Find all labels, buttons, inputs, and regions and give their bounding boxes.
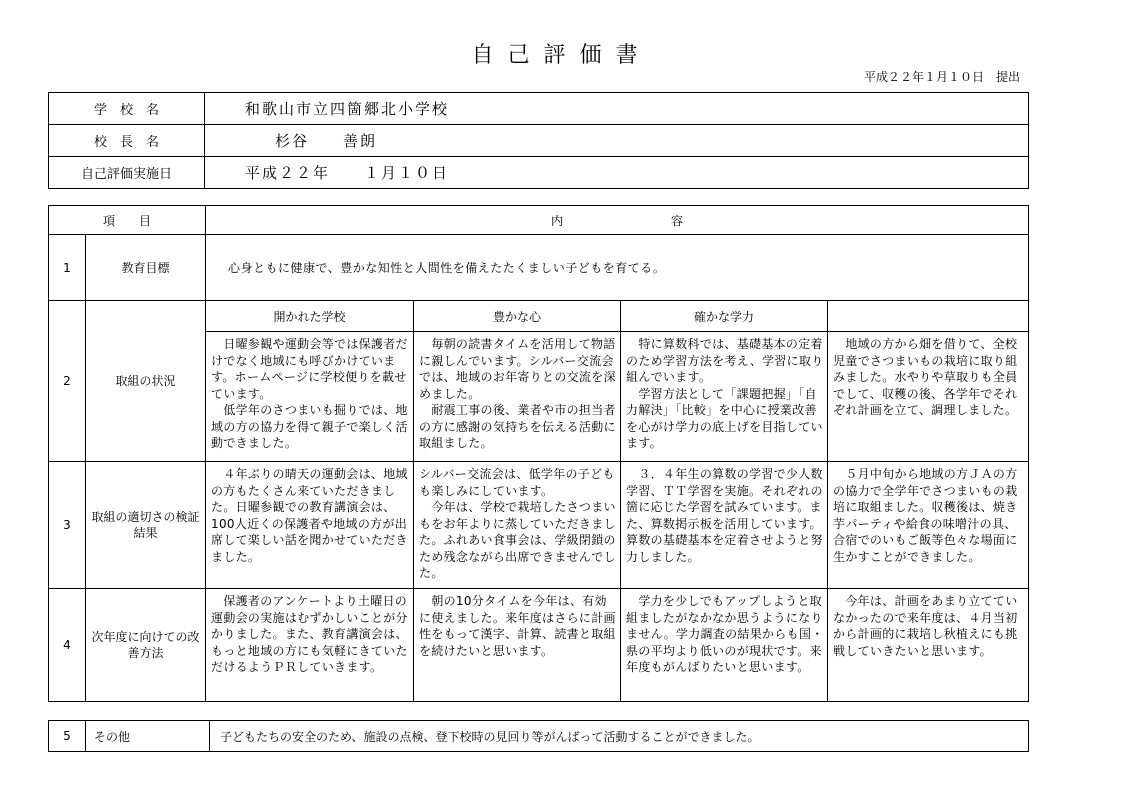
submission-date: 平成２２年１月１０日 提出 (863, 70, 1020, 84)
date-row (49, 157, 1029, 189)
row-number: 4 (49, 589, 86, 702)
content-cell: ５月中旬から地域の方ＪＡの方の協力で全学年でさつまいもの栽培に取組ました。収穫後は、焼き芋パーティや給食の味噌汁の具、合宿でのいもご飯等色々な場面に生かすことができました。 (828, 462, 1029, 589)
education-goal: 心身ともに健康で、豊かな知性と人間性を備えたたくましい子どもを育てる。 (206, 235, 1029, 301)
document-title: 自己評価書 (471, 43, 652, 68)
row-item: 取組の状況 (86, 301, 206, 462)
evaluation-date-label: 自己評価実施日 (49, 157, 205, 189)
table-row (49, 462, 1029, 589)
table-row (49, 721, 1029, 752)
header-item: 項 目 (49, 206, 206, 235)
subheader-blank (828, 301, 1029, 332)
content-cell: 日曜参観や運動会等では保護者だけでなく地域にも呼びかけています。ホームページに学校便りを載せています。 低学年のさつまいも掘りでは、地域の方の協力を得て親子で楽しく活動できました。 (206, 332, 414, 462)
other-content: 子どもたちの安全のため、施設の点検、登下校時の見回り等がんばって活動することができました。 (210, 721, 1029, 752)
row-number: 3 (49, 462, 86, 589)
content-cell: ４年ぶりの晴天の運動会は、地域の方もたくさん来ていただきました。日曜参観での教育講演会は、100人近くの保護者や地域の方が出席して楽しい話を聞かせていただきました。 (206, 462, 414, 589)
content-cell: シルバー交流会は、低学年の子どもも楽しみにしています。 今年は、学校で栽培したさつまいもをお年よりに蒸していただきました。ふれあい食事会は、学級閉鎖のため残念ながら出席できませんでした。 (414, 462, 621, 589)
header-content: 内 容 (206, 206, 1029, 235)
row-number: 1 (49, 235, 86, 301)
principal-name-value: 杉谷 善朗 (205, 125, 1029, 157)
table-header-row (49, 206, 1029, 235)
content-cell: 学力を少しでもアップしようと取組ましたがなかなか思うようになりません。学力調査の結果からも国・県の平均より低いのが現状です。来年度もがんばりたいと思います。 (621, 589, 828, 702)
table-row (49, 589, 1029, 702)
school-row (49, 93, 1029, 125)
subheader-solid-ability: 確かな学力 (621, 301, 828, 332)
table-row (49, 235, 1029, 301)
table-row (49, 301, 1029, 332)
evaluation-date-value: 平成２２年 １月１０日 (205, 157, 1029, 189)
content-cell: 特に算数科では、基礎基本の定着のため学習方法を考え、学習に取り組んでいます。 学習方法として「課題把握」「自力解決」「比較」を中心に授業改善を心がけ学力の底上げを目指しています。 (621, 332, 828, 462)
subheader-open-school: 開かれた学校 (206, 301, 414, 332)
row-item: その他 (86, 721, 210, 752)
content-cell: 地域の方から畑を借りて、全校児童でさつまいもの栽培に取り組みました。水やりや草取りも全員でして、収穫の後、各学年でそれぞれ計画を立て、調理しました。 (828, 332, 1029, 462)
row-item: 取組の適切さの検証結果 (86, 462, 206, 589)
content-cell: ３．４年生の算数の学習で少人数学習、ＴＴ学習を実施。それぞれの箇に応じた学習を試みています。また、算数掲示板を活用しています。算数の基礎基本を定着させようと努力しました。 (621, 462, 828, 589)
content-cell: 朝の10分タイムを今年は、有効に使えました。来年度はさらに計画性をもって漢字、計算、読書と取組を続けたいと思います。 (414, 589, 621, 702)
content-cell: 今年は、計画をあまり立てていなかったので来年度は、４月当初から計画的に栽培し秋植えにも挑戦していきたいと思います。 (828, 589, 1029, 702)
row-item: 次年度に向けての改善方法 (86, 589, 206, 702)
school-info-table (48, 92, 1029, 189)
content-cell: 毎朝の読書タイムを活用して物語に親しんでいます。シルバー交流会では、地域のお年寄りとの交流を深めました。 耐震工事の後、業者や市の担当者の方に感謝の気持ちを伝える活動に取組ました。 (414, 332, 621, 462)
content-cell: 保護者のアンケートより土曜日の運動会の実施はむずかしいことが分かりました。また、教育講演会は、もっと地域の方にも気軽にきていただけるようＰＲしていきます。 (206, 589, 414, 702)
subheader-rich-heart: 豊かな心 (414, 301, 621, 332)
principal-name-label: 校 長 名 (49, 125, 205, 157)
row-item: 教育目標 (86, 235, 206, 301)
row-number: 2 (49, 301, 86, 462)
school-name-value: 和歌山市立四箇郷北小学校 (205, 93, 1029, 125)
school-name-label: 学 校 名 (49, 93, 205, 125)
principal-row (49, 125, 1029, 157)
evaluation-table (48, 205, 1029, 702)
row-number: 5 (49, 721, 86, 752)
other-table (48, 720, 1029, 752)
